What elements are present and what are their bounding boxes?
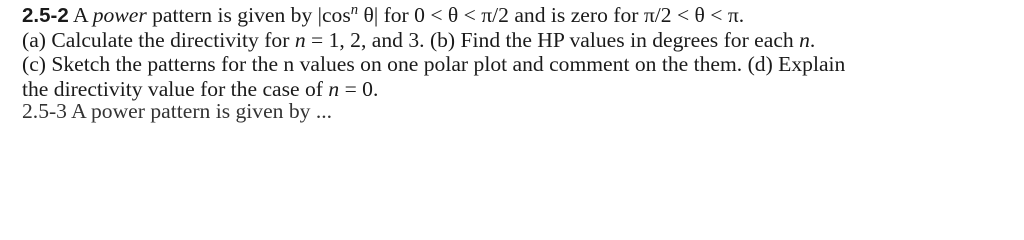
line1-text-c: θ| for 0 < θ < π/2 and is zero for π/2 < θ < π. bbox=[358, 3, 745, 27]
exponent-n: n bbox=[350, 1, 359, 18]
next-problem-text: 2.5-3 A power pattern is given by ... bbox=[22, 99, 333, 123]
line1-text-a: A bbox=[68, 3, 93, 27]
var-n: n bbox=[294, 27, 306, 52]
line2-text-a: (a) Calculate the directivity for bbox=[22, 27, 295, 52]
line2-text-b: = 1, 2, and 3. (b) Find the HP values in degrees for each bbox=[305, 27, 800, 52]
power-word: power bbox=[92, 3, 147, 27]
problem-line-2 bbox=[22, 28, 1002, 53]
next-problem-partial bbox=[22, 99, 1002, 123]
var-n-3: n bbox=[328, 76, 340, 101]
problem-number: 2.5-2 bbox=[22, 4, 69, 27]
problem-line-1 bbox=[22, 3, 1002, 28]
line4-text-b: = 0. bbox=[339, 76, 379, 101]
line1-text-b: pattern is given by |cos bbox=[146, 3, 351, 27]
var-n-2: n bbox=[799, 27, 810, 52]
line2-text-c: . bbox=[809, 27, 816, 52]
problem-line-4 bbox=[22, 77, 1002, 102]
problem-line-3: (c) Sketch the patterns for the n values on one polar plot and comment on the them. (d) Explain bbox=[22, 52, 846, 76]
problem-text bbox=[22, 3, 1002, 101]
line4-text-a: the directivity value for the case of bbox=[22, 76, 329, 101]
